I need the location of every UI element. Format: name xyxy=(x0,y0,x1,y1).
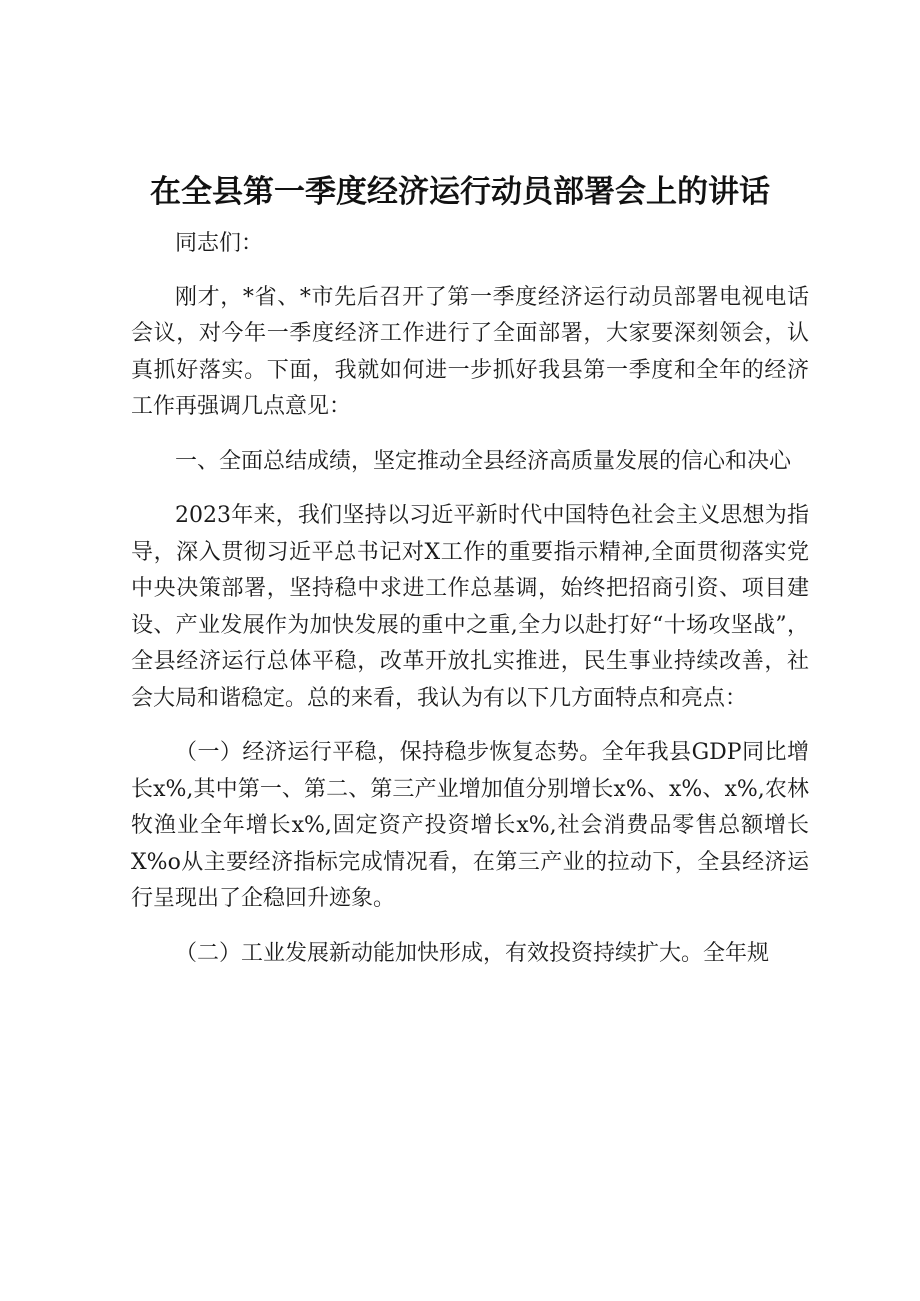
paragraph-opening: 刚才，*省、*市先后召开了第一季度经济运行动员部署电视电话会议，对今年一季度经济工作进行了全面部署，大家要深刻领会，认真抓好落实。下面，我就如何进一步抓好我县第一季度和全年的经济工作再强调几点意见： xyxy=(131,284,809,419)
paragraph-point-2: （二）工业发展新动能加快形成，有效投资持续扩大。全年规 xyxy=(175,940,770,966)
greeting: 同志们： xyxy=(175,231,264,256)
paragraph-point-1: （一）经济运行平稳，保持稳步恢复态势。全年我县GDP同比增长x%,其中第一、第二、第三产业增加值分别增长x%、x%、x%,农林牧渔业全年增长x%,固定资产投资增长x%,社会消费品零售总额增长X%o从主要经济指标完成情况看，在第三产业的拉动下，全县经济运行呈现出了企稳回升迹象。 xyxy=(131,740,809,911)
document-body xyxy=(131,226,809,990)
section-heading-1: 一、全面总结成绩，坚定推动全县经济高质量发展的信心和决心 xyxy=(175,448,792,474)
paragraph-summary: 2023年来，我们坚持以习近平新时代中国特色社会主义思想为指导，深入贯彻习近平总书记对X工作的重要指示精神,全面贯彻落实党中央决策部署，坚持稳中求进工作总基调，始终把招商引资、项目建设、产业发展作为加快发展的重中之重,全力以赴打好“十场攻坚战”，全县经济运行总体平稳，改革开放扎实推进，民生事业持续改善，社会大局和谐稳定。总的来看，我认为有以下几方面特点和亮点： xyxy=(131,503,809,711)
document-title: 在全县第一季度经济运行动员部署会上的讲话 xyxy=(150,174,770,210)
